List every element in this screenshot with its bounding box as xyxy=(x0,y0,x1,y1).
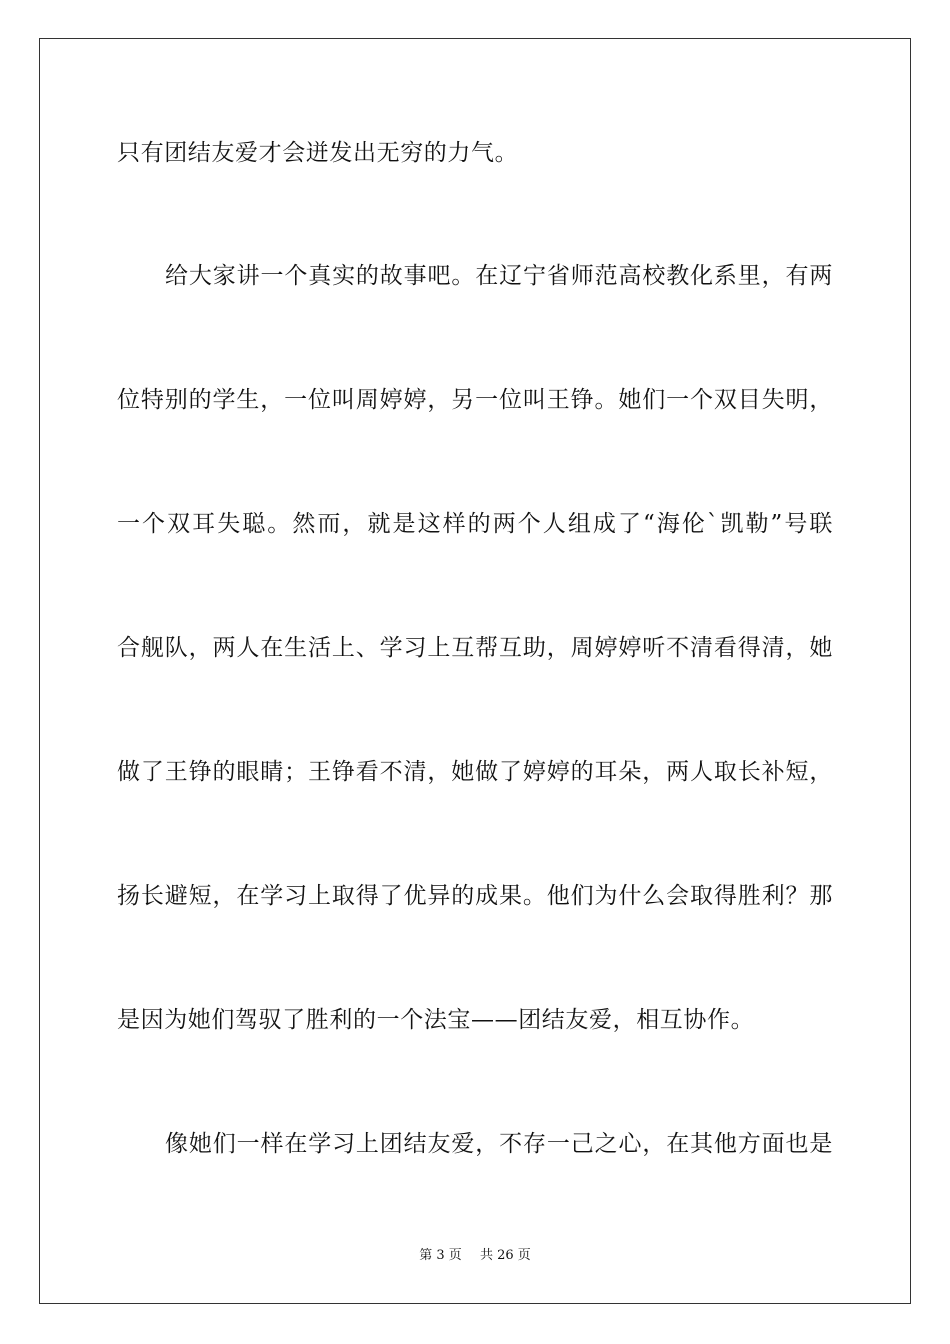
paragraph-line: 做了王铮的眼睛；王铮看不清，她做了婷婷的耳朵，两人取长补短， xyxy=(117,759,833,785)
paragraph-line: 位特别的学生，一位叫周婷婷，另一位叫王铮。她们一个双目失明， xyxy=(117,387,833,413)
page-border xyxy=(39,38,911,1304)
paragraph-line: 是因为她们驾驭了胜利的一个法宝——团结友爱，相互协作。 xyxy=(117,1007,755,1033)
paragraph-line: 一个双耳失聪。然而，就是这样的两个人组成了“海伦`凯勒”号联 xyxy=(117,511,833,537)
page-total: 共 26 页 xyxy=(479,1248,531,1263)
page-number: 第 3 页 xyxy=(419,1248,462,1263)
page-footer xyxy=(0,1247,950,1265)
paragraph-line: 扬长避短，在学习上取得了优异的成果。他们为什么会取得胜利？那 xyxy=(117,883,833,909)
paragraph-line: 给大家讲一个真实的故事吧。在辽宁省师范高校教化系里，有两 xyxy=(165,263,833,289)
paragraph-line: 合舰队，两人在生活上、学习上互帮互助，周婷婷听不清看得清，她 xyxy=(117,635,833,661)
paragraph-line: 只有团结友爱才会迸发出无穷的力气。 xyxy=(117,140,519,166)
paragraph-line: 像她们一样在学习上团结友爱，不存一己之心，在其他方面也是 xyxy=(165,1131,833,1157)
